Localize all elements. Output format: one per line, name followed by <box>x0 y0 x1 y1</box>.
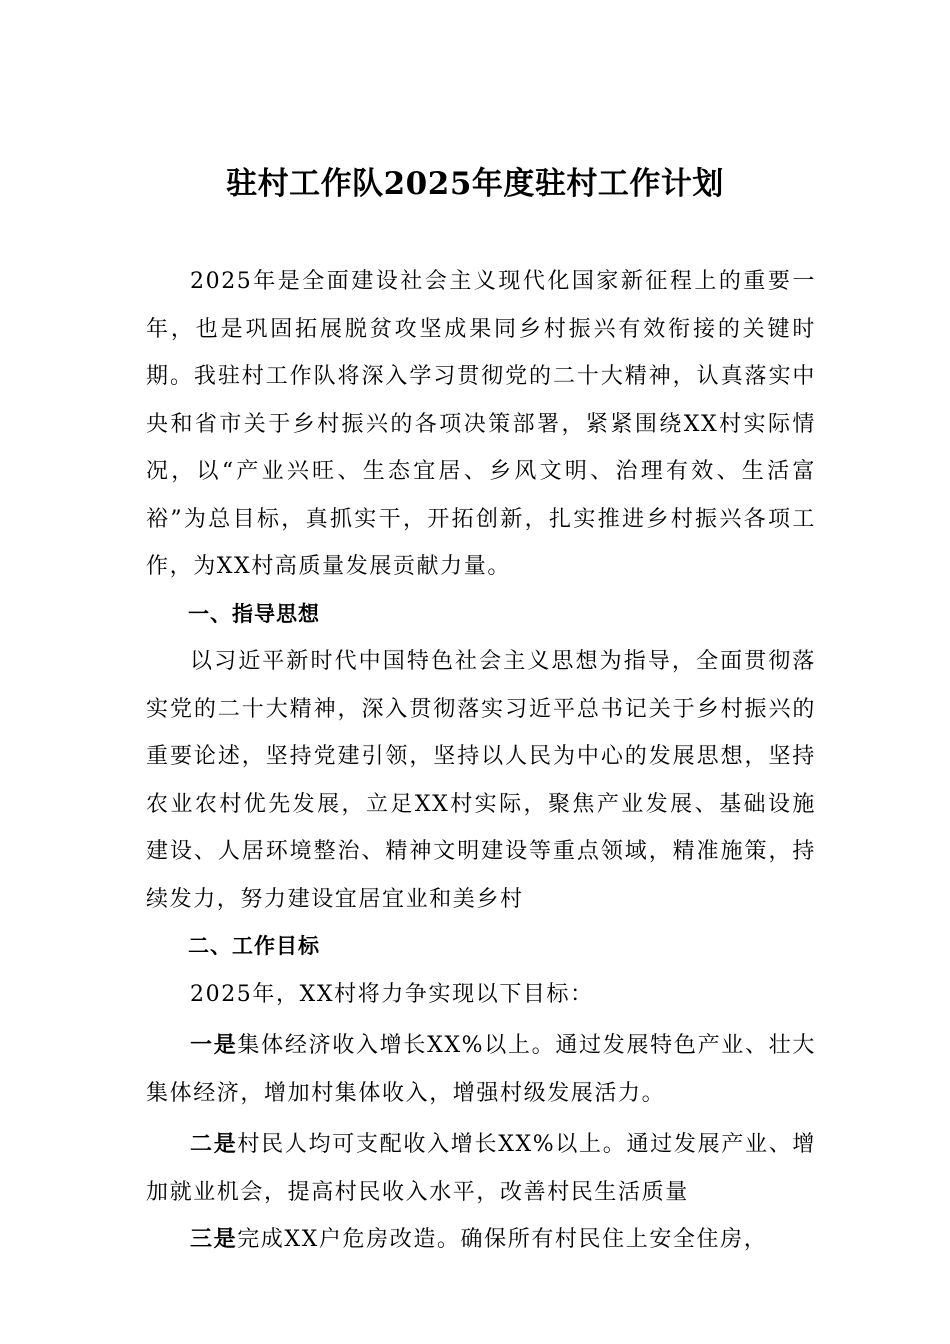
document-body <box>146 258 816 1264</box>
goal-1-text: 集体经济收入增长XX%以上。通过发展特色产业、壮大集体经济，增加村集体收入，增强村级发展活力。 <box>146 1033 817 1106</box>
intro-paragraph: 2025年是全面建设社会主义现代化国家新征程上的重要一年，也是巩固拓展脱贫攻坚成果同乡村振兴有效衔接的关键时期。我驻村工作队将深入学习贯彻党的二十大精神，认真落实中央和省市关于乡村振兴的各项决策部署，紧紧围绕XX村实际情况，以“产业兴旺、生态宜居、乡风文明、治理有效、生活富裕”为总目标，真抓实干，开拓创新，扎实推进乡村振兴各项工作，为XX村高质量发展贡献力量。 <box>146 269 816 579</box>
section-heading-work-goals: 二、工作目标 <box>188 934 320 958</box>
goal-3-lead: 三是 <box>190 1227 238 1252</box>
goal-1-lead: 一是 <box>190 1033 238 1058</box>
document-title: 驻村工作队2025年度驻村工作计划 <box>226 166 724 202</box>
goal-2-text: 村民人均可支配收入增长XX%以上。通过发展产业、增加就业机会，提高村民收入水平，改善村民生活质量 <box>146 1132 817 1205</box>
goal-paragraph-1 <box>146 1022 816 1117</box>
goal-paragraph-3 <box>146 1216 816 1264</box>
section-heading-guiding-ideology: 一、指导思想 <box>188 601 320 626</box>
goal-3-text: 完成XX户危房改造。确保所有村民住上安全住房， <box>237 1227 768 1252</box>
work-goals-intro: 2025年，XX村将力争实现以下目标： <box>190 981 594 1007</box>
guiding-ideology-paragraph: 以习近平新时代中国特色社会主义思想为指导，全面贯彻落实党的二十大精神，深入贯彻落实习近平总书记关于乡村振兴的重要论述，坚持党建引领，坚持以人民为中心的发展思想，坚持农业农村优先发展，立足XX村实际，聚焦产业发展、基础设施建设、人居环境整治、精神文明建设等重点领域，精准施策，持续发力，努力建设宜居宜业和美乡村 <box>146 649 816 912</box>
goal-paragraph-2 <box>146 1121 816 1216</box>
goal-2-lead: 二是 <box>190 1132 238 1157</box>
